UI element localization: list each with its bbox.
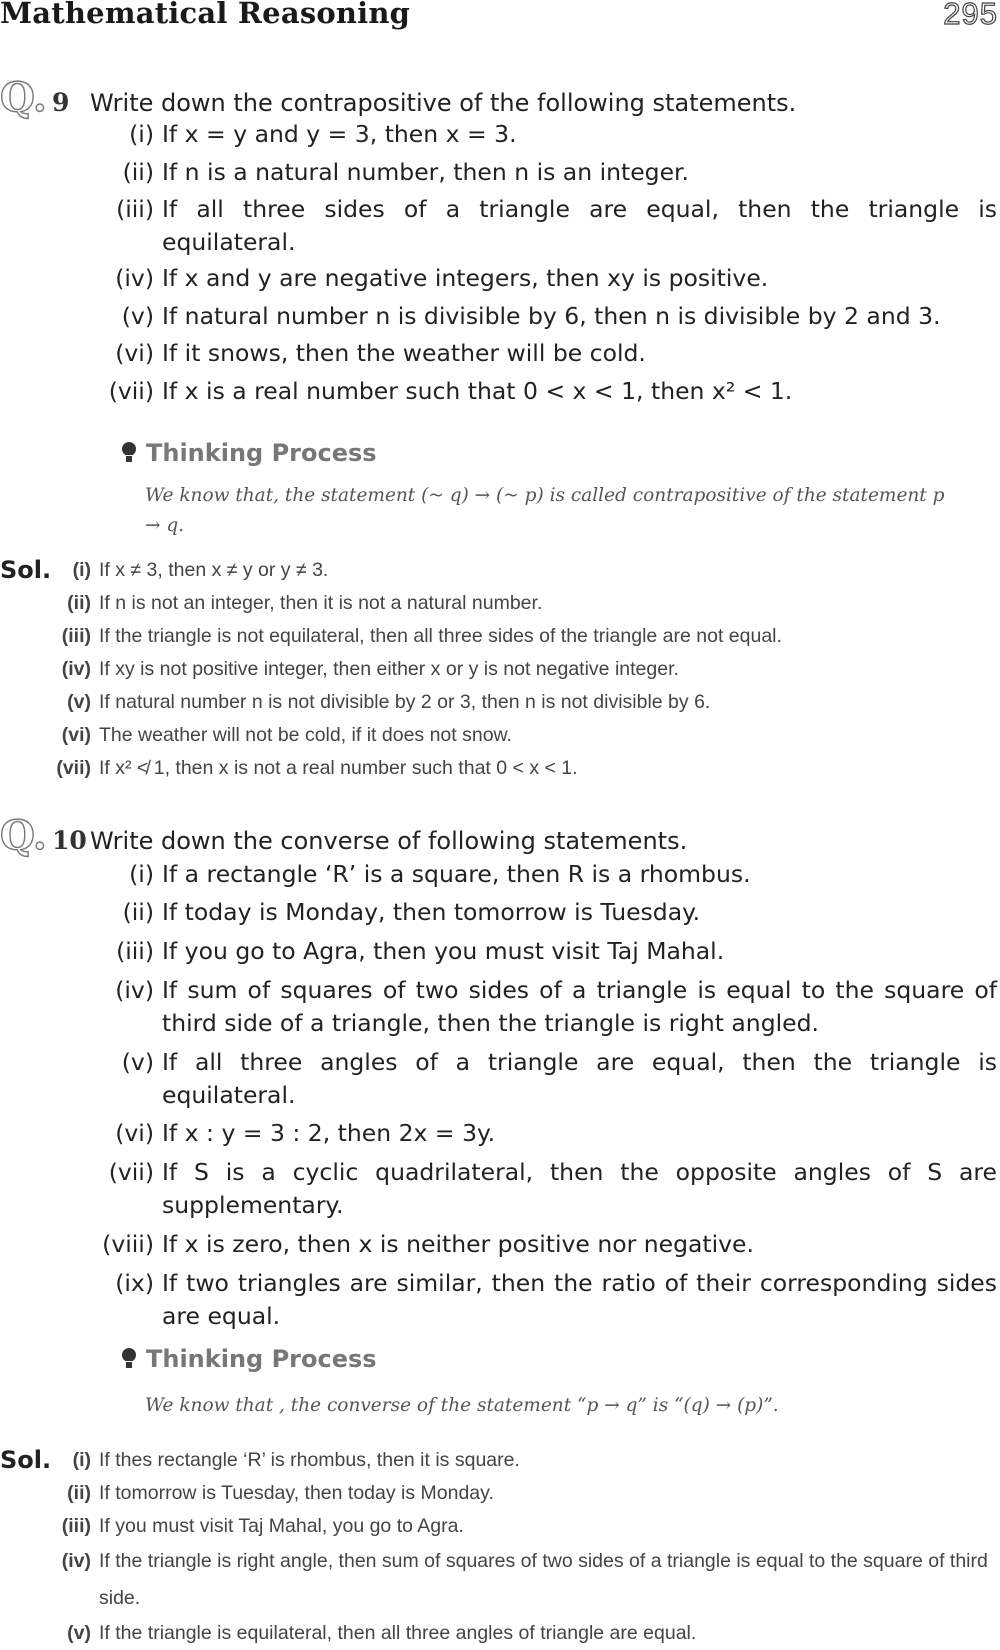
question-9-item (121, 300, 997, 333)
lightbulb-icon (122, 442, 136, 464)
thinking-process-text: We know that, the statement (~ q) → (~ p) is called contrapositive of the statement p → q. (145, 485, 945, 536)
item-text: If x is zero, then x is neither positive nor negative. (162, 1230, 754, 1258)
solution-item-label: (iv) (61, 658, 91, 680)
solution-item-label: (v) (67, 1622, 91, 1644)
item-text: If all three sides of a triangle are equal, then the triangle is equilateral. (162, 195, 997, 256)
lightbulb-icon (122, 1348, 136, 1370)
item-text: If natural number n is divisible by 6, then n is divisible by 2 and 3. (162, 302, 941, 330)
question-10-heading (0, 812, 687, 859)
question-9-heading (0, 74, 796, 121)
item-label: (ii) (122, 898, 154, 926)
solution-item (61, 1543, 994, 1617)
item-label: (i) (129, 120, 154, 148)
solution-item-label: (ii) (67, 592, 91, 614)
solution-label: Sol. (0, 556, 52, 584)
page-header-title: Mathematical Reasoning (0, 0, 411, 30)
solution-item-text: If xy is not positive integer, then either x or y is not negative integer. (99, 658, 679, 680)
question-mark: Q. (0, 812, 47, 859)
solution-item-text: The weather will not be cold, if it does not snow. (99, 724, 512, 746)
item-label: (vi) (115, 1119, 154, 1147)
solution-item-text: If natural number n is not divisible by 2 or 3, then n is not divisible by 6. (99, 691, 711, 713)
solution-item (61, 1510, 994, 1543)
solution-label: Sol. (0, 1446, 52, 1474)
question-10-item (115, 1117, 997, 1150)
item-label: (v) (121, 302, 154, 330)
solution-item-label: (iv) (61, 1550, 91, 1572)
solution-item-label: (iii) (61, 1515, 91, 1537)
question-10-item (116, 935, 997, 968)
question-10-item (115, 1267, 997, 1333)
solution-item (61, 653, 994, 686)
solution-item-text: If the triangle is equilateral, then all three angles of triangle are equal. (99, 1622, 697, 1644)
item-text: If you go to Agra, then you must visit Taj Mahal. (162, 937, 725, 965)
solution-item-label: (v) (67, 691, 91, 713)
item-label: (ii) (122, 158, 154, 186)
solution-item (67, 587, 994, 620)
solution-item (72, 554, 994, 587)
question-9-item (115, 337, 997, 370)
item-label: (vii) (108, 377, 154, 405)
item-text: If two triangles are similar, then the ratio of their corresponding sides are equal. (162, 1269, 997, 1330)
item-text: If today is Monday, then tomorrow is Tuesday. (162, 898, 701, 926)
item-text: If x and y are negative integers, then xy is positive. (162, 264, 769, 292)
solution-item-label: (i) (72, 1449, 91, 1471)
item-label: (v) (121, 1048, 154, 1076)
question-9-item (116, 193, 997, 259)
question-10-item (115, 974, 997, 1040)
solution-item-text: If thes rectangle ‘R’ is rhombus, then it is square. (99, 1449, 520, 1471)
solution-item-label: (iii) (61, 625, 91, 647)
item-text: If S is a cyclic quadrilateral, then the opposite angles of S are supplementary. (162, 1158, 997, 1219)
item-text: If n is a natural number, then n is an integer. (162, 158, 690, 186)
thinking-process-text: We know that , the converse of the statement “p → q” is “(q) → (p)”. (145, 1395, 779, 1416)
solution-item-label: (i) (72, 559, 91, 581)
solution-item (61, 620, 994, 653)
question-prompt: Write down the converse of following statements. (90, 827, 688, 855)
question-10-item (129, 858, 997, 891)
solution-item-text: If x² ≮ 1, then x is not a real number such that 0 < x < 1. (99, 757, 578, 779)
solution-item-text: If the triangle is not equilateral, then all three sides of the triangle are not equal. (99, 625, 782, 647)
item-label: (iv) (115, 264, 154, 292)
thinking-process-title: Thinking Process (146, 439, 377, 467)
item-label: (i) (129, 860, 154, 888)
item-label: (iii) (116, 937, 154, 965)
solution-item (67, 686, 994, 719)
solution-item (56, 752, 994, 785)
solution-item-text: If you must visit Taj Mahal, you go to Agra. (99, 1515, 464, 1537)
solution-item (67, 1617, 994, 1650)
question-mark: Q. (0, 74, 47, 121)
item-text: If x = y and y = 3, then x = 3. (162, 120, 517, 148)
question-number: 9 (52, 88, 70, 117)
page-number: 295 (943, 0, 998, 31)
thinking-process-heading (122, 1345, 377, 1373)
solution-item-label: (vii) (56, 757, 91, 779)
solution-item-text: If x ≠ 3, then x ≠ y or y ≠ 3. (99, 559, 329, 581)
solution-item-label: (vi) (61, 724, 91, 746)
question-9-item (122, 156, 997, 189)
question-9-item (108, 375, 997, 408)
question-prompt: Write down the contrapositive of the following statements. (90, 89, 797, 117)
question-10-item (122, 896, 997, 929)
solution-item (67, 1477, 994, 1510)
item-text: If it snows, then the weather will be cold. (162, 339, 646, 367)
question-9-item (115, 262, 997, 295)
question-10-item (102, 1228, 997, 1261)
solution-item (61, 719, 994, 752)
question-10-item (121, 1046, 997, 1112)
item-text: If sum of squares of two sides of a triangle is equal to the square of third side of a triangle, then the triangle is right angled. (162, 976, 997, 1037)
item-text: If x : y = 3 : 2, then 2x = 3y. (162, 1119, 496, 1147)
solution-item (72, 1444, 994, 1477)
solution-item-text: If tomorrow is Tuesday, then today is Monday. (99, 1482, 494, 1504)
item-label: (vii) (108, 1158, 154, 1186)
solution-item-label: (ii) (67, 1482, 91, 1504)
item-text: If x is a real number such that 0 < x < 1, then x² < 1. (162, 377, 793, 405)
question-number: 10 (52, 826, 87, 855)
item-label: (ix) (115, 1269, 154, 1297)
solution-item-text: If the triangle is right angle, then sum of squares of two sides of a triangle is equal to the square of third side. (99, 1550, 988, 1609)
item-label: (iii) (116, 195, 154, 223)
item-label: (iv) (115, 976, 154, 1004)
item-label: (viii) (102, 1230, 154, 1258)
item-label: (vi) (115, 339, 154, 367)
thinking-process-heading (122, 439, 377, 467)
question-9-item (129, 118, 997, 151)
solution-item-text: If n is not an integer, then it is not a natural number. (99, 592, 543, 614)
thinking-process-title: Thinking Process (146, 1345, 377, 1373)
item-text: If a rectangle ‘R’ is a square, then R is a rhombus. (162, 860, 751, 888)
question-10-item (108, 1156, 997, 1222)
item-text: If all three angles of a triangle are equal, then the triangle is equilateral. (162, 1048, 997, 1109)
